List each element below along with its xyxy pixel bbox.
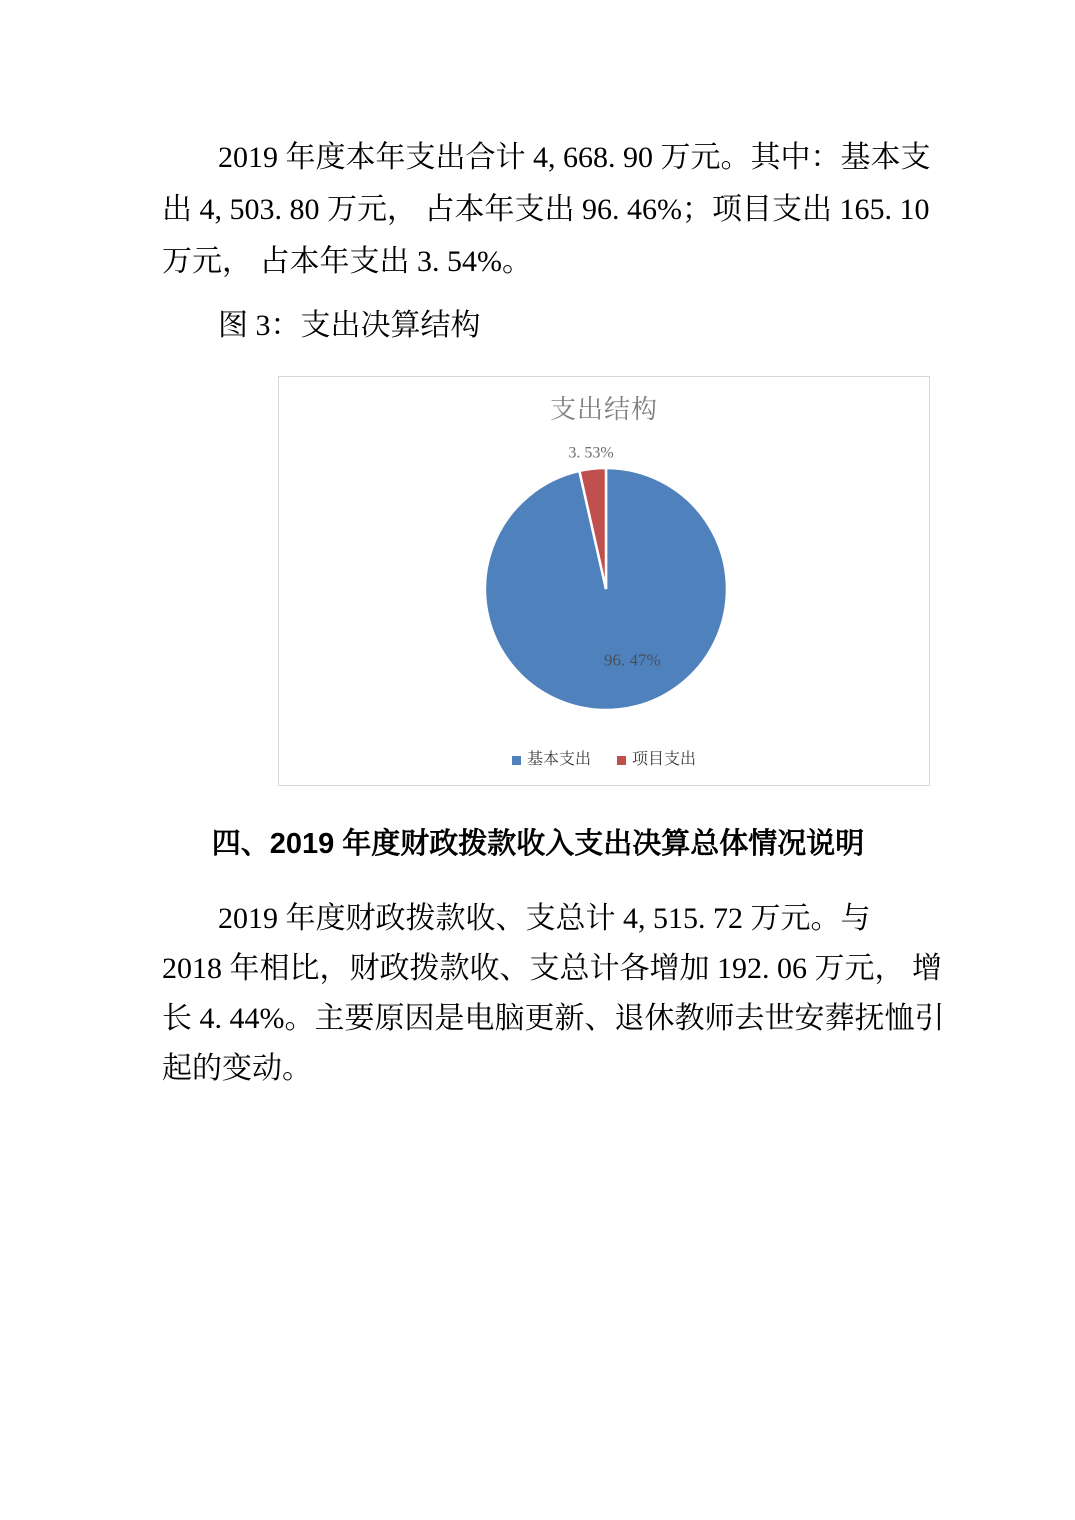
paragraph-fiscal-appropriation-summary <box>162 894 945 1094</box>
text-line: 长 4. 44%。主要原因是电脑更新、退休教师去世安葬抚恤引 <box>162 1002 945 1035</box>
pie-data-label: 3. 53% <box>568 444 614 462</box>
text-line: 出 4, 503. 80 万元， 占本年支出 96. 46%；项目支出 165. 10 <box>162 193 930 226</box>
text-line: 2018 年相比，财政拨款收、支总计各增加 192. 06 万元， 增 <box>162 952 942 985</box>
legend-swatch-icon <box>617 756 626 765</box>
pie-svg <box>279 377 929 785</box>
text-line: 2019 年度本年支出合计 4, 668. 90 万元。其中：基本支 <box>218 141 931 174</box>
paragraph-expenditure-summary <box>162 132 931 288</box>
figure-caption: 图 3：支出决算结构 <box>218 309 481 342</box>
pie-chart-figure <box>278 376 930 786</box>
text-line: 万元， 占本年支出 3. 54%。 <box>162 245 532 278</box>
chart-legend <box>279 751 929 769</box>
chart-title: 支出结构 <box>549 395 658 424</box>
legend-item <box>512 751 591 769</box>
section-heading: 四、2019 年度财政拨款收入支出决算总体情况说明 <box>211 828 865 860</box>
legend-label: 项目支出 <box>632 751 697 768</box>
legend-item <box>617 751 696 769</box>
pie-data-label: 96. 47% <box>603 650 661 670</box>
text-line: 起的变动。 <box>162 1052 312 1085</box>
legend-label: 基本支出 <box>526 751 591 768</box>
legend-swatch-icon <box>512 756 521 765</box>
text-line: 2019 年度财政拨款收、支总计 4, 515. 72 万元。与 <box>218 902 871 935</box>
